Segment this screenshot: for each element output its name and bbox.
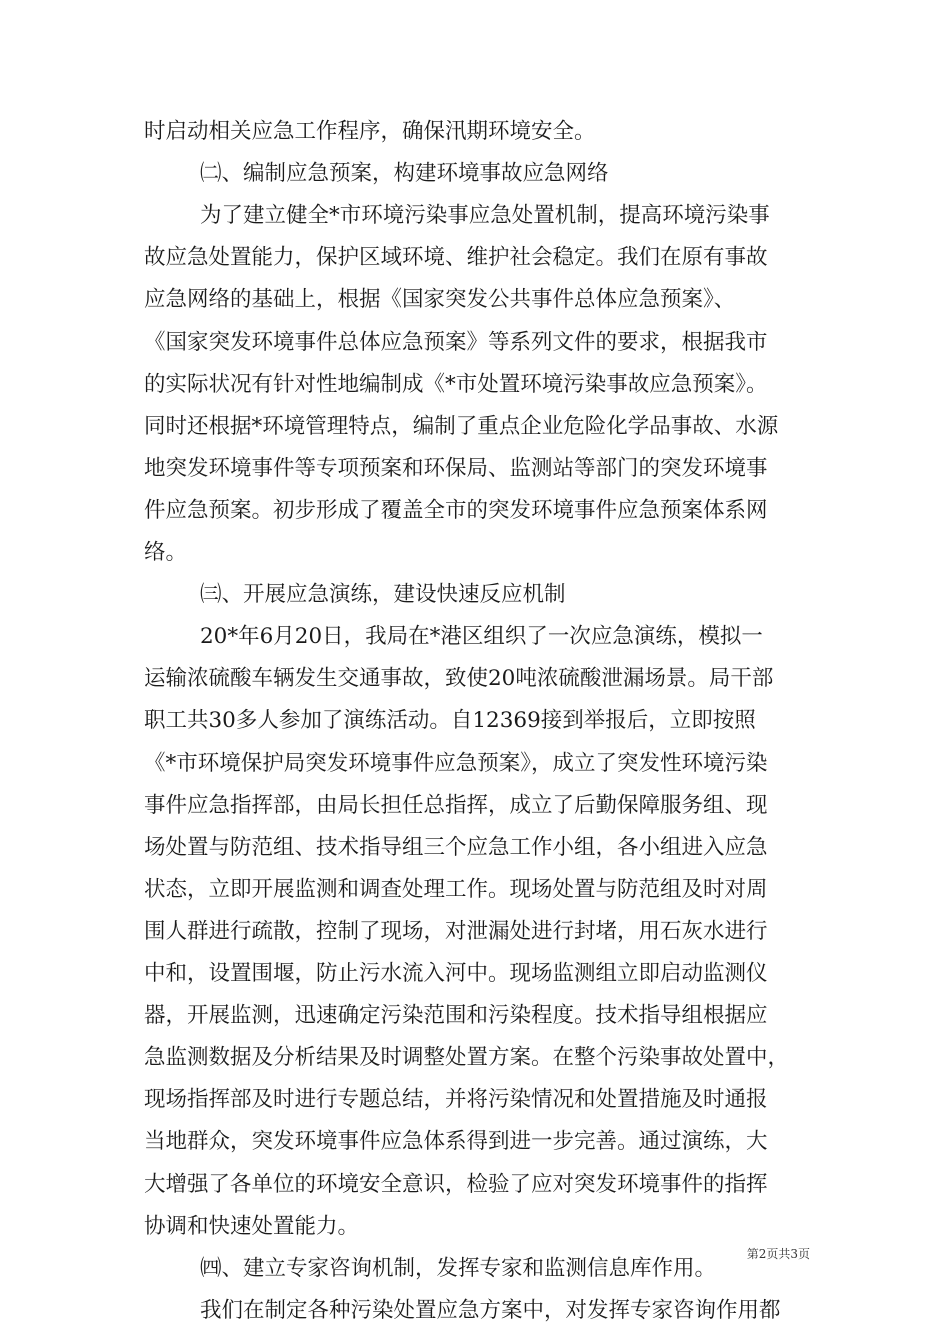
paragraph-line: 场处置与防范组、技术指导组三个应急工作小组，各小组进入应急 (144, 834, 768, 860)
paragraph-line: 《国家突发环境事件总体应急预案》等系列文件的要求，根据我市 (144, 329, 768, 355)
paragraph-line: 大增强了各单位的环境安全意识，检验了应对突发环境事件的指挥 (144, 1171, 768, 1197)
paragraph-line: 20*年6月20日，我局在*港区组织了一次应急演练，模拟一 (200, 624, 763, 650)
paragraph-line: 急监测数据及分析结果及时调整处置方案。在整个污染事故处置中， (144, 1045, 790, 1071)
paragraph-line: 事件应急指挥部，由局长担任总指挥，成立了后勤保障服务组、现 (144, 792, 768, 818)
paragraph-line: 中和，设置围堰，防止污水流入河中。现场监测组立即启动监测仪 (144, 961, 768, 986)
paragraph-line: 现场指挥部及时进行专题总结，并将污染情况和处置措施及时通报 (144, 1087, 768, 1113)
paragraph-line: 同时还根据*环境管理特点，编制了重点企业危险化学品事故、水源 (144, 413, 779, 439)
paragraph-line: 件应急预案。初步形成了覆盖全市的突发环境事件应急预案体系网 (144, 497, 768, 523)
paragraph-line: 职工共30多人参加了演练活动。自12369接到举报后，立即按照 (144, 708, 756, 734)
paragraph-line: 故应急处置能力，保护区域环境、维护社会稳定。我们在原有事故 (144, 245, 768, 271)
section-heading-4: ㈣、建立专家咨询机制，发挥专家和监测信息库作用。 (200, 1255, 717, 1281)
page-number: 第2页共3页 (746, 1247, 810, 1261)
paragraph-line: 《*市环境保护局突发环境事件应急预案》，成立了突发性环境污染 (144, 750, 768, 776)
paragraph-line: 为了建立健全*市环境污染事应急处置机制，提高环境污染事 (200, 203, 770, 229)
paragraph-line: 我们在制定各种污染处置应急方案中，对发挥专家咨询作用都 (200, 1297, 781, 1323)
paragraph-line: 应急网络的基础上，根据《国家突发公共事件总体应急预案》、 (144, 287, 736, 313)
paragraph-line: 络。 (144, 540, 188, 565)
section-heading-2: ㈡、编制应急预案，构建环境事故应急网络 (200, 161, 609, 187)
body-line-continuation: 时启动相关应急工作程序，确保汛期环境安全。 (144, 119, 596, 144)
paragraph-line: 的实际状况有针对性地编制成《*市处置环境污染事故应急预案》。 (144, 371, 768, 397)
paragraph-line: 地突发环境事件等专项预案和环保局、监测站等部门的突发环境事 (144, 455, 768, 481)
paragraph-line: 围人群进行疏散，控制了现场，对泄漏处进行封堵，用石灰水进行 (144, 918, 768, 944)
section-heading-3: ㈢、开展应急演练，建设快速反应机制 (200, 582, 566, 608)
paragraph-line: 运输浓硫酸车辆发生交通事故，致使20吨浓硫酸泄漏场景。局干部 (144, 666, 774, 692)
paragraph-line: 协调和快速处置能力。 (144, 1213, 360, 1239)
paragraph-line: 当地群众，突发环境事件应急体系得到进一步完善。通过演练，大 (144, 1129, 768, 1155)
paragraph-line: 器，开展监测，迅速确定污染范围和污染程度。技术指导组根据应 (144, 1003, 768, 1029)
paragraph-line: 状态，立即开展监测和调查处理工作。现场处置与防范组及时对周 (144, 876, 768, 902)
